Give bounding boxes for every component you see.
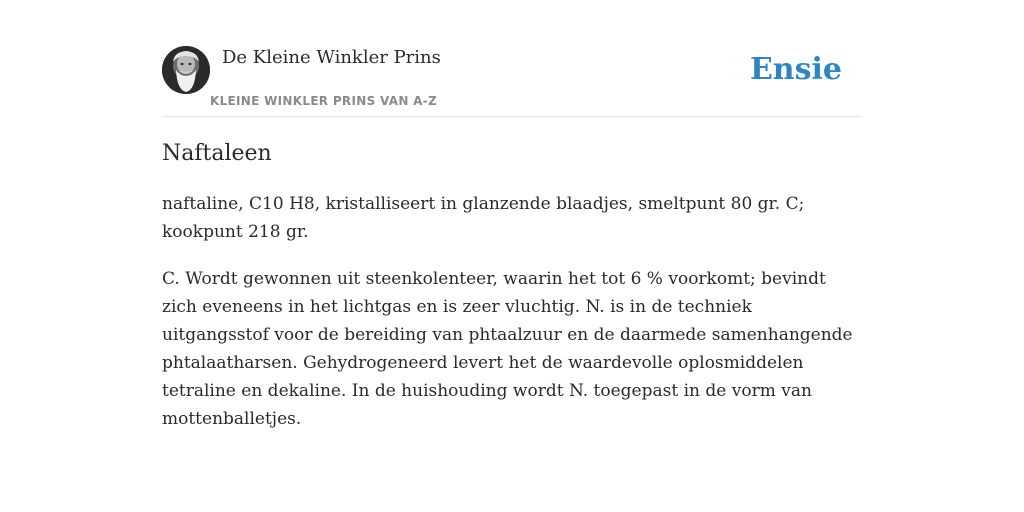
article-paragraph-1: naftaline, C10 H8, kristalliseert in glanzende blaadjes, smeltpunt 80 gr. C; kookpunt 218 gr. [162, 194, 805, 242]
source-title[interactable]: De Kleine Winkler Prins [222, 47, 441, 68]
ensie-logo[interactable]: Ensie [749, 52, 842, 87]
source-header [162, 46, 862, 117]
source-subtitle[interactable]: KLEINE WINKLER PRINS VAN A-Z [210, 94, 438, 108]
article-body [162, 138, 862, 452]
article-paragraph-2: C. Wordt gewonnen uit steenkolenteer, waarin het tot 6 % voorkomt; bevindt zich eveneens in het lichtgas en is zeer vluchtig. N. is in de techniek uitgangsstof voor de bereiding van phtaalzuur en de daarmede samenhangende phtalaatharsen. Gehydrogeneerd levert het de waardevolle oplosmiddelen tetraline en dekaline. In de huishouding wordt N. toegepast in de vorm van mottenballetjes. [162, 269, 853, 429]
article-title: Naftaleen [162, 141, 272, 166]
portrait-avatar-icon[interactable] [162, 46, 210, 94]
